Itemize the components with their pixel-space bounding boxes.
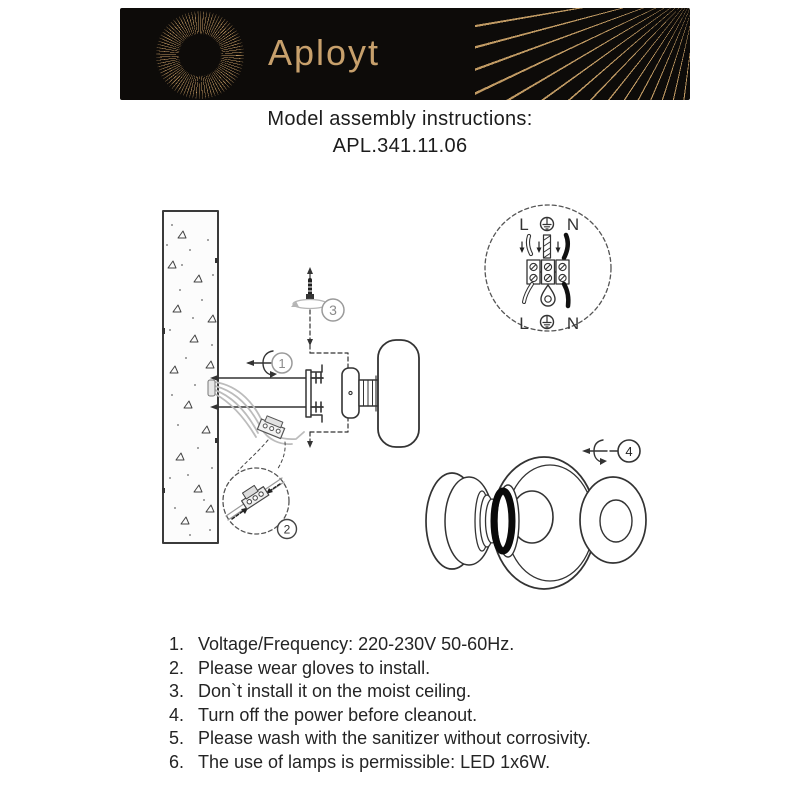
instruction-item xyxy=(158,751,591,775)
brand-banner xyxy=(120,8,690,100)
instruction-number: 6. xyxy=(168,751,184,772)
instruction-text: Turn off the power before cleanout. xyxy=(198,704,478,725)
exploded-lamp-view xyxy=(426,457,646,589)
instruction-number: 2. xyxy=(168,657,184,678)
detail-leaders xyxy=(238,440,285,471)
callout-4-label: 4 xyxy=(625,444,633,459)
instruction-number: 4. xyxy=(168,704,184,725)
callout-1-label: 1 xyxy=(278,356,286,371)
instruction-item xyxy=(158,680,591,704)
callout-2 xyxy=(278,520,297,539)
assembly-diagram xyxy=(120,190,680,600)
instruction-item xyxy=(158,633,591,657)
callout-1 xyxy=(272,353,292,373)
callout-2-label: 2 xyxy=(283,522,291,537)
instruction-text: Please wear gloves to install. xyxy=(198,657,431,678)
wall-section xyxy=(162,211,218,543)
wall-wire-outlet xyxy=(208,380,215,396)
lamp-body-side xyxy=(376,340,419,447)
callout-3 xyxy=(322,299,344,321)
wiring-bottom-l-label: L xyxy=(519,314,529,333)
brand-name: Aployt xyxy=(268,32,381,73)
instruction-list xyxy=(158,633,591,774)
instruction-text: Voltage/Frequency: 220-230V 50-60Hz. xyxy=(198,634,515,654)
wiring-detail-circle xyxy=(485,205,611,333)
callout-3-label: 3 xyxy=(329,302,337,318)
wiring-bottom-n-label: N xyxy=(566,314,580,333)
wiring-top-n-label: N xyxy=(566,215,580,234)
instruction-item xyxy=(158,657,591,681)
wiring-top-l-label: L xyxy=(519,215,529,234)
instruction-text: Please wash with the sanitizer without corrosivity. xyxy=(198,728,591,748)
sunburst-logo-icon xyxy=(156,11,244,99)
supply-wires xyxy=(215,382,304,444)
terminal-strip xyxy=(527,260,569,284)
instruction-number: 1. xyxy=(168,634,184,654)
instruction-item xyxy=(158,727,591,751)
callout-4 xyxy=(618,440,640,462)
model-number: APL.341.11.06 xyxy=(332,135,468,157)
title-block xyxy=(0,106,800,160)
wire-terminal xyxy=(257,414,286,438)
page-title: Model assembly instructions: xyxy=(267,108,533,130)
rotation-symbol-4 xyxy=(582,440,618,465)
instruction-text: The use of lamps is permissible: LED 1x6W. xyxy=(198,751,551,772)
instruction-item xyxy=(158,704,591,728)
instruction-number: 5. xyxy=(168,728,184,748)
canopy-plate xyxy=(342,368,359,418)
instruction-text: Don`t install it on the moist ceiling. xyxy=(198,681,472,701)
rays-decoration xyxy=(475,8,690,100)
lamp-stem xyxy=(359,380,378,406)
instruction-number: 3. xyxy=(168,681,184,701)
